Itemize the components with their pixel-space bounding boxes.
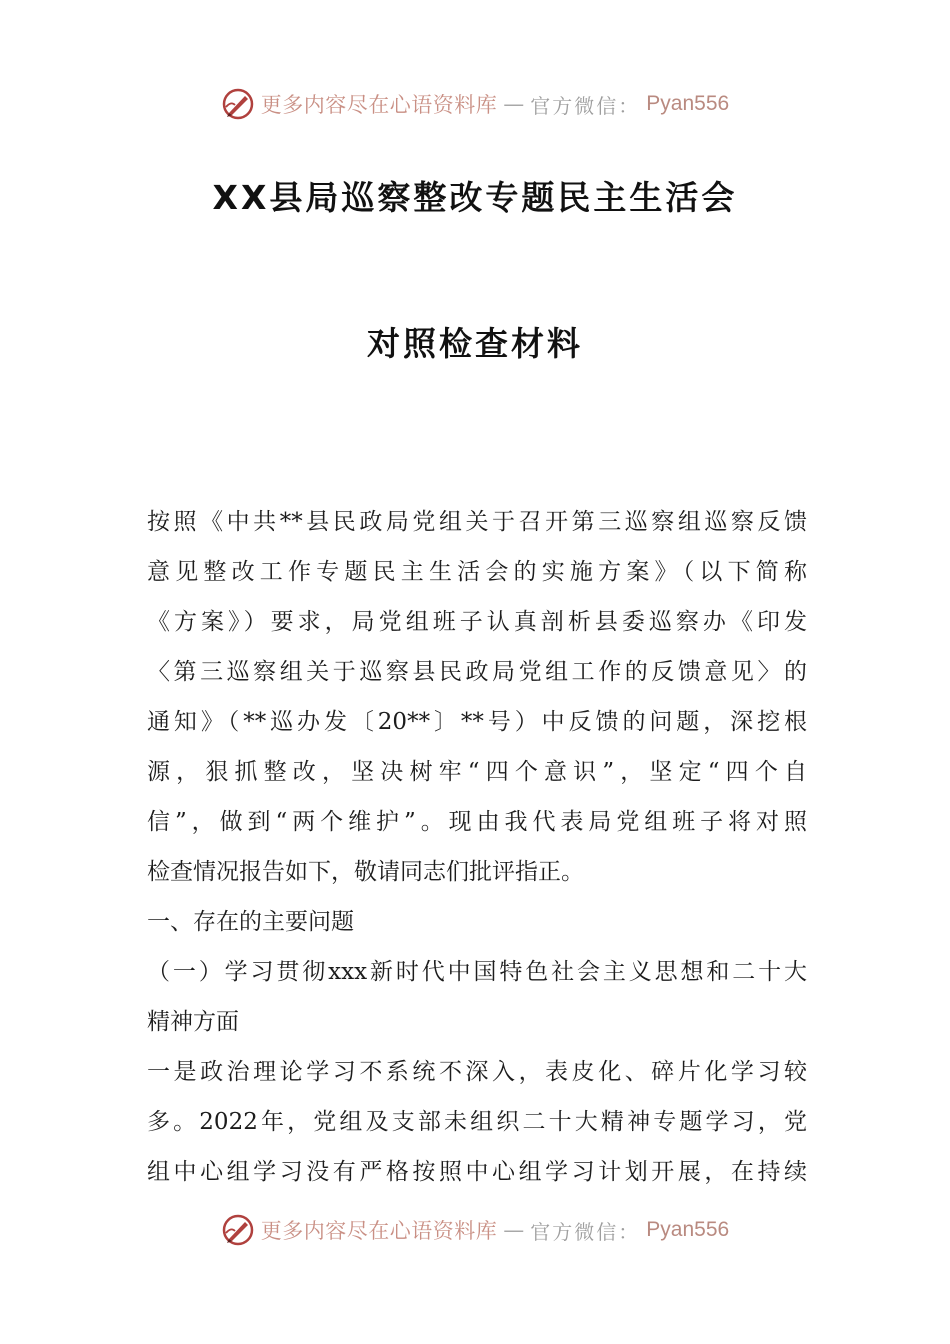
body-line: 按照《中共**县民政局党组关于召开第三巡察组巡察反馈 xyxy=(147,509,807,535)
document-title-line2: 对照检查材料 xyxy=(367,324,583,363)
body-line: 《方案》）要求，局党组班子认真剖析县委巡察办《印发 xyxy=(147,609,807,635)
footer-watermark xyxy=(0,1210,950,1250)
body-line: 通知》（**巡办发〔20**〕**号）中反馈的问题，深挖根 xyxy=(147,709,807,735)
body-line: 源，狠抓整改，坚决树牢“四个意识”，坚定“四个自 xyxy=(147,759,807,785)
watermark-official-label: 官方微信： xyxy=(530,1219,641,1244)
document-title-line1: XX县局巡察整改专题民主生活会 xyxy=(212,178,738,217)
watermark-wechat-id: Pyan556 xyxy=(646,1218,730,1241)
body-line: 〈第三巡察组关于巡察县民政局党组工作的反馈意见〉的 xyxy=(147,659,807,685)
watermark-brand-text: 更多内容尽在心语资料库 xyxy=(260,93,498,117)
header-watermark xyxy=(0,84,950,124)
section-heading: 一、存在的主要问题 xyxy=(147,909,354,935)
body-line: 检查情况报告如下，敬请同志们批评指正。 xyxy=(147,859,584,885)
watermark-wechat-id: Pyan556 xyxy=(646,92,730,115)
watermark-brand-text: 更多内容尽在心语资料库 xyxy=(260,1219,498,1243)
body-line: 组中心组学习没有严格按照中心组学习计划开展，在持续 xyxy=(147,1159,807,1185)
watermark-dash: — xyxy=(503,1218,525,1242)
subsection-heading-cont: 精神方面 xyxy=(147,1009,239,1035)
body-line: 多。2022年，党组及支部未组织二十大精神专题学习，党 xyxy=(147,1109,807,1135)
subsection-heading: （一）学习贯彻xxx新时代中国特色社会主义思想和二十大 xyxy=(147,959,807,985)
body-line: 信”，做到“两个维护”。现由我代表局党组班子将对照 xyxy=(147,809,807,835)
watermark-dash: — xyxy=(503,92,525,116)
watermark-official-label: 官方微信： xyxy=(530,93,641,118)
body-line: 一是政治理论学习不系统不深入，表皮化、碎片化学习较 xyxy=(147,1059,807,1085)
body-line: 意见整改工作专题民主生活会的实施方案》（以下简称 xyxy=(147,559,807,585)
pen-logo-icon xyxy=(221,1213,255,1247)
pen-logo-icon xyxy=(221,87,255,121)
document-body xyxy=(147,497,807,1197)
